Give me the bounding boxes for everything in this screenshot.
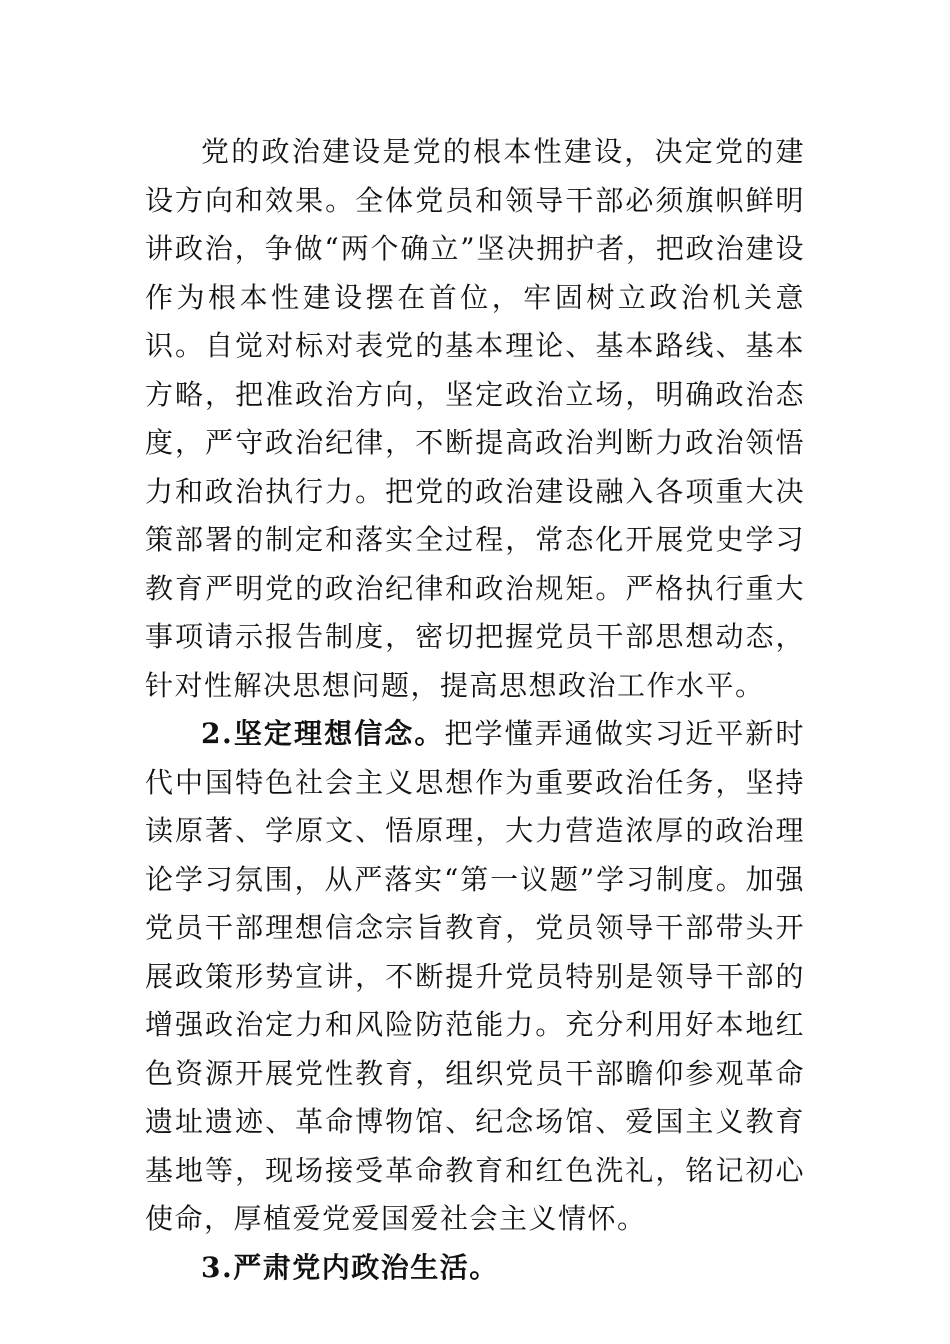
paragraph-political-construction	[145, 128, 805, 710]
section-heading-3: 3.严肃党内政治生活。	[201, 1250, 499, 1284]
document-body	[145, 128, 805, 1292]
paragraph-text: 党的政治建设是党的根本性建设，决定党的建设方向和效果。全体党员和领导干部必须旗帜鲜明讲政治，争做“两个确立”坚决拥护者，把政治建设作为根本性建设摆在首位，牢固树立政治机关意识。自觉对标对表党的基本理论、基本路线、基本方略，把准政治方向，坚定政治立场，明确政治态度，严守政治纪律，不断提高政治判断力政治领悟力和政治执行力。把党的政治建设融入各项重大决策部署的制定和落实全过程，常态化开展党史学习教育严明党的政治纪律和政治规矩。严格执行重大事项请示报告制度，密切把握党员干部思想动态，针对性解决思想问题，提高思想政治工作水平。	[145, 135, 805, 702]
paragraph-ideals-and-beliefs	[145, 710, 805, 1244]
paragraph-text: 把学懂弄通做实习近平新时代中国特色社会主义思想作为重要政治任务，坚持读原著、学原文、悟原理，大力营造浓厚的政治理论学习氛围，从严落实“第一议题”学习制度。加强党员干部理想信念宗旨教育，党员领导干部带头开展政策形势宣讲，不断提升党员特别是领导干部的增强政治定力和风险防范能力。充分利用好本地红色资源开展党性教育，组织党员干部瞻仰参观革命遗址遗迹、革命博物馆、纪念场馆、爱国主义教育基地等，现场接受革命教育和红色洗礼，铭记初心使命，厚植爱党爱国爱社会主义情怀。	[145, 717, 805, 1235]
paragraph-inner-party-life	[145, 1244, 805, 1293]
section-heading-2: 2.坚定理想信念。	[201, 717, 445, 750]
